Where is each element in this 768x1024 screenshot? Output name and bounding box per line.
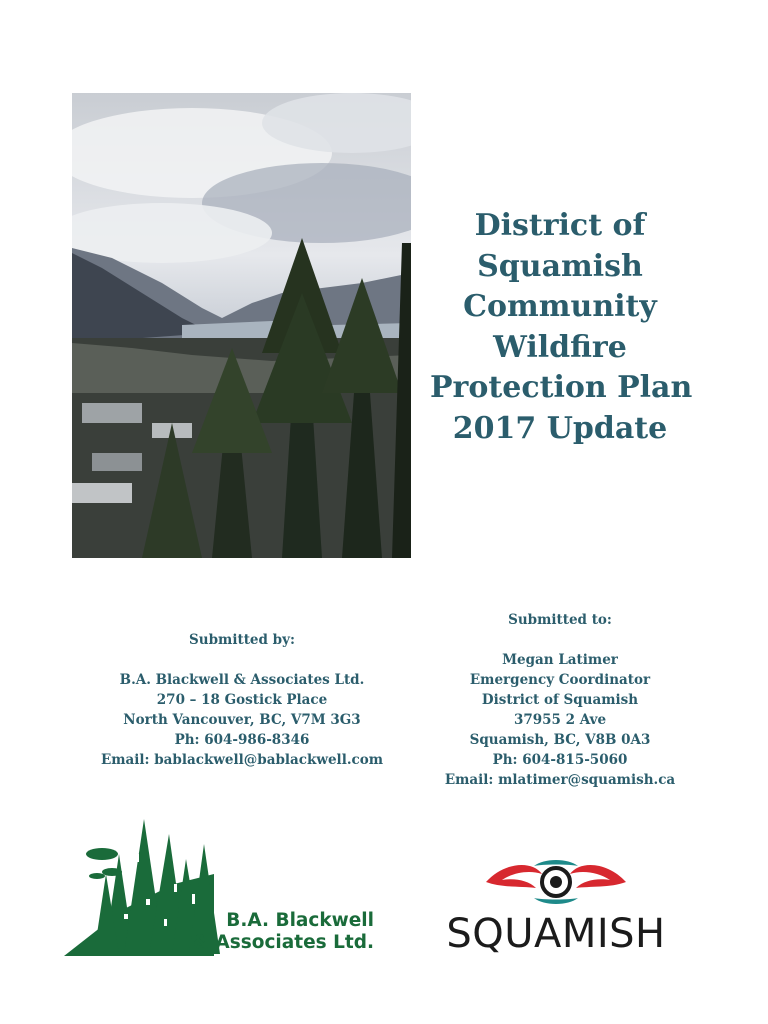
submitter-address-line1: 270 – 18 Gostick Place	[156, 692, 328, 708]
recipient-address-line2: Squamish, BC, V8B 0A3	[469, 732, 651, 748]
recipient-phone: Ph: 604-815-5060	[492, 752, 628, 768]
blackwell-logo-text	[184, 910, 374, 954]
cover-photo	[72, 93, 411, 558]
blackwell-logo	[64, 814, 374, 964]
squamish-emblem-icon	[484, 856, 628, 908]
recipient-email: Email: mlatimer@squamish.ca	[444, 772, 676, 788]
title-line: District of	[474, 208, 646, 243]
submitter-company: B.A. Blackwell & Associates Ltd.	[119, 672, 365, 688]
blackwell-logo-line1: B.A. Blackwell	[226, 910, 374, 931]
title-line: Squamish	[477, 248, 643, 284]
title-line: 2017 Update	[452, 410, 668, 446]
recipient-name: Megan Latimer	[502, 652, 618, 668]
squamish-logo	[426, 856, 686, 966]
submitted-by-block	[92, 630, 392, 770]
submitted-to-heading: Submitted to:	[508, 612, 612, 628]
recipient-address-line1: 37955 2 Ave	[513, 712, 607, 728]
submitter-email: Email: bablackwell@bablackwell.com	[100, 752, 384, 768]
title-line: Community	[463, 289, 657, 324]
title-line: Wildfire	[493, 329, 627, 365]
submitted-by-heading: Submitted by:	[189, 632, 295, 648]
recipient-role: Emergency Coordinator	[469, 672, 651, 688]
submitter-address-line2: North Vancouver, BC, V7M 3G3	[123, 712, 361, 728]
recipient-org: District of Squamish	[481, 692, 639, 708]
document-title	[430, 206, 693, 449]
title-line: Protection Plan	[430, 370, 693, 405]
submitter-phone: Ph: 604-986-8346	[174, 732, 310, 748]
blackwell-logo-line2: & Associates Ltd.	[192, 932, 374, 953]
squamish-wordmark: SQUAMISH	[446, 911, 666, 957]
submitted-to-block	[430, 610, 690, 790]
